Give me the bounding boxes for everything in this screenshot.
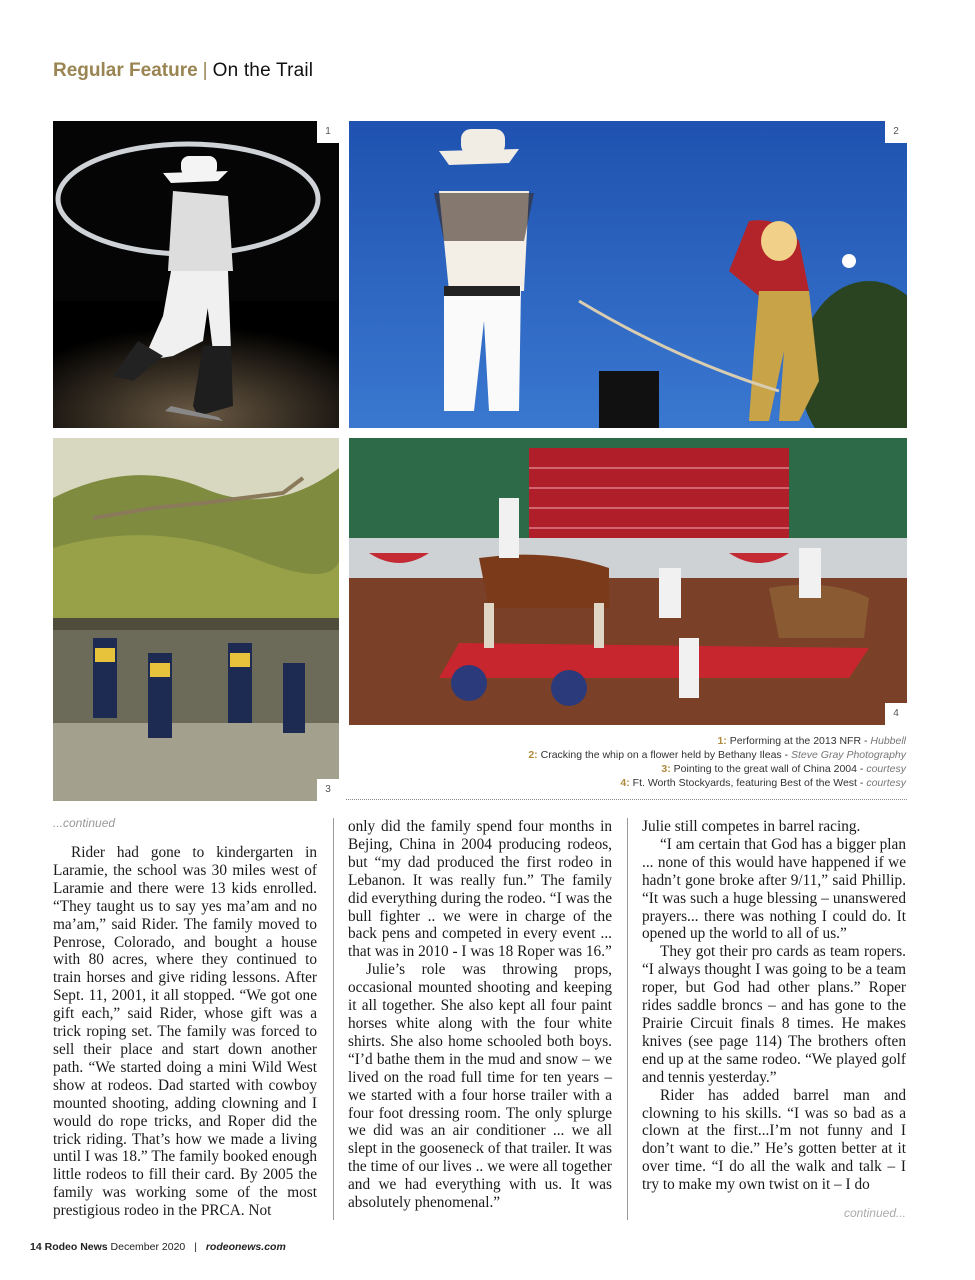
column-rule — [627, 818, 628, 1220]
photo-1 — [53, 121, 339, 428]
section-header — [53, 60, 313, 82]
continued-label: ...continued — [53, 816, 116, 830]
caption-line: 1: Performing at the 2013 NFR - Hubbell — [717, 735, 906, 747]
feature-label: Regular Feature — [53, 60, 198, 81]
article-column-2 — [348, 818, 612, 1212]
caption-line: 4: Ft. Worth Stockyards, featuring Best of the West - courtesy — [620, 777, 906, 789]
arena-trick-riders-photo-icon — [349, 438, 907, 725]
article-column-1 — [53, 844, 317, 1220]
photo-number: 3 — [317, 779, 339, 801]
photo-number: 4 — [885, 703, 907, 725]
magazine-name: Rodeo News — [44, 1241, 108, 1253]
paragraph: Julie still competes in barrel racing. — [642, 818, 861, 835]
photo-4 — [349, 438, 907, 725]
paragraph: “I am certain that God has a bigger plan ... none of this would have happened if we hadn’t gone broke after 9/11,” said Phillip. “It was such a huge blessing – unanswered prayers... there was nothing I could do. It opened up the world to all of us.” — [642, 835, 906, 943]
photo-2 — [349, 121, 907, 428]
caption-divider — [346, 799, 907, 800]
whip-performer-photo-icon — [349, 121, 907, 428]
photo-3 — [53, 438, 339, 801]
header-separator: | — [202, 60, 208, 81]
page-footer — [30, 1241, 286, 1253]
page-number: 14 — [30, 1241, 42, 1253]
section-title: On the Trail — [212, 60, 314, 81]
continued-next-label: continued... — [843, 1206, 906, 1220]
trick-roper-photo-icon — [53, 121, 339, 428]
great-wall-photo-icon — [53, 438, 339, 801]
paragraph: Rider had gone to kindergarten in Laramie, the school was 30 miles west of Laramie and there were 13 kids enrolled. “They taught us to say yes ma’am and no ma’am,” said Rider. The family moved to Penrose, Colorado, and bought a house with 80 acres, where they continued to train horses and give riding lessons. After Sept. 11, 2001, it all stopped. “We got one gift each,” said Rider, whose gift was a trick roping set. The family was forced to sell their place and start down another path. “We started doing a mini Wild West show at rodeos. Dad started with cowboy mounted shooting, adding clowning and I would do rope tricks, and Roper did the trick riding. That’s how we made a living until I was 18.” The family booked enough little rodeos to fill their card. By 2005 the family was working some of the most prestigious rodeo in the PRCA. Not — [53, 844, 317, 1220]
issue-date: December 2020 — [110, 1241, 186, 1253]
column-rule — [333, 818, 334, 1220]
paragraph: Julie’s role was throwing props, occasional mounted shooting and keeping it all together. She also kept all four paint horses white along with the four white shirts. She also home schooled both boys. “I’d bathe them in the mud and snow – we lived on the road full time for ten years – we started with a four horse trailer with a four foot dressing room. The only splurge we did was an air conditioner ... we all slept in the gooseneck of that trailer. It was the time of our lives .. we were all together and we had everything with us. It was absolutely phenomenal.” — [348, 961, 612, 1212]
website-link[interactable]: rodeonews.com — [205, 1241, 286, 1253]
caption-line: 2: Cracking the whip on a flower held by Bethany Ileas - Steve Gray Photography — [528, 749, 906, 761]
paragraph: only did the family spend four months in Bejing, China in 2004 producing rodeos, but “my dad produced the first rodeo in Lebanon. It was really fun.” The family did everything during the rodeo. “I was the bull fighter .. we were in charge of the back pens and competed in every event ... that was in 2010 - I was 18 Roper was 16.” — [348, 818, 612, 961]
photo-number: 2 — [885, 121, 907, 143]
article-column-3 — [642, 818, 906, 1194]
photo-captions — [528, 734, 906, 790]
paragraph: Rider has added barrel man and clowning to his skills. “I was so bad as a clown at the first...I’m not funny and I don’t want to die.” He’s gotten better at it over time. “I do all the walk and talk – I try to make my own twist on it – I do — [642, 1086, 906, 1194]
photo-number: 1 — [317, 121, 339, 143]
paragraph: They got their pro cards as team ropers. “I always thought I was going to be a team roper, but God had other plans.” Roper rides saddle broncs – and has gone to the Prairie Circuit finals 8 times. He makes knives (see page 114) The brothers often end up at the same rodeo. “We played golf and tennis yesterday.” — [642, 943, 906, 1086]
footer-separator: | — [194, 1241, 197, 1253]
caption-line: 3: Pointing to the great wall of China 2004 - courtesy — [661, 763, 906, 775]
